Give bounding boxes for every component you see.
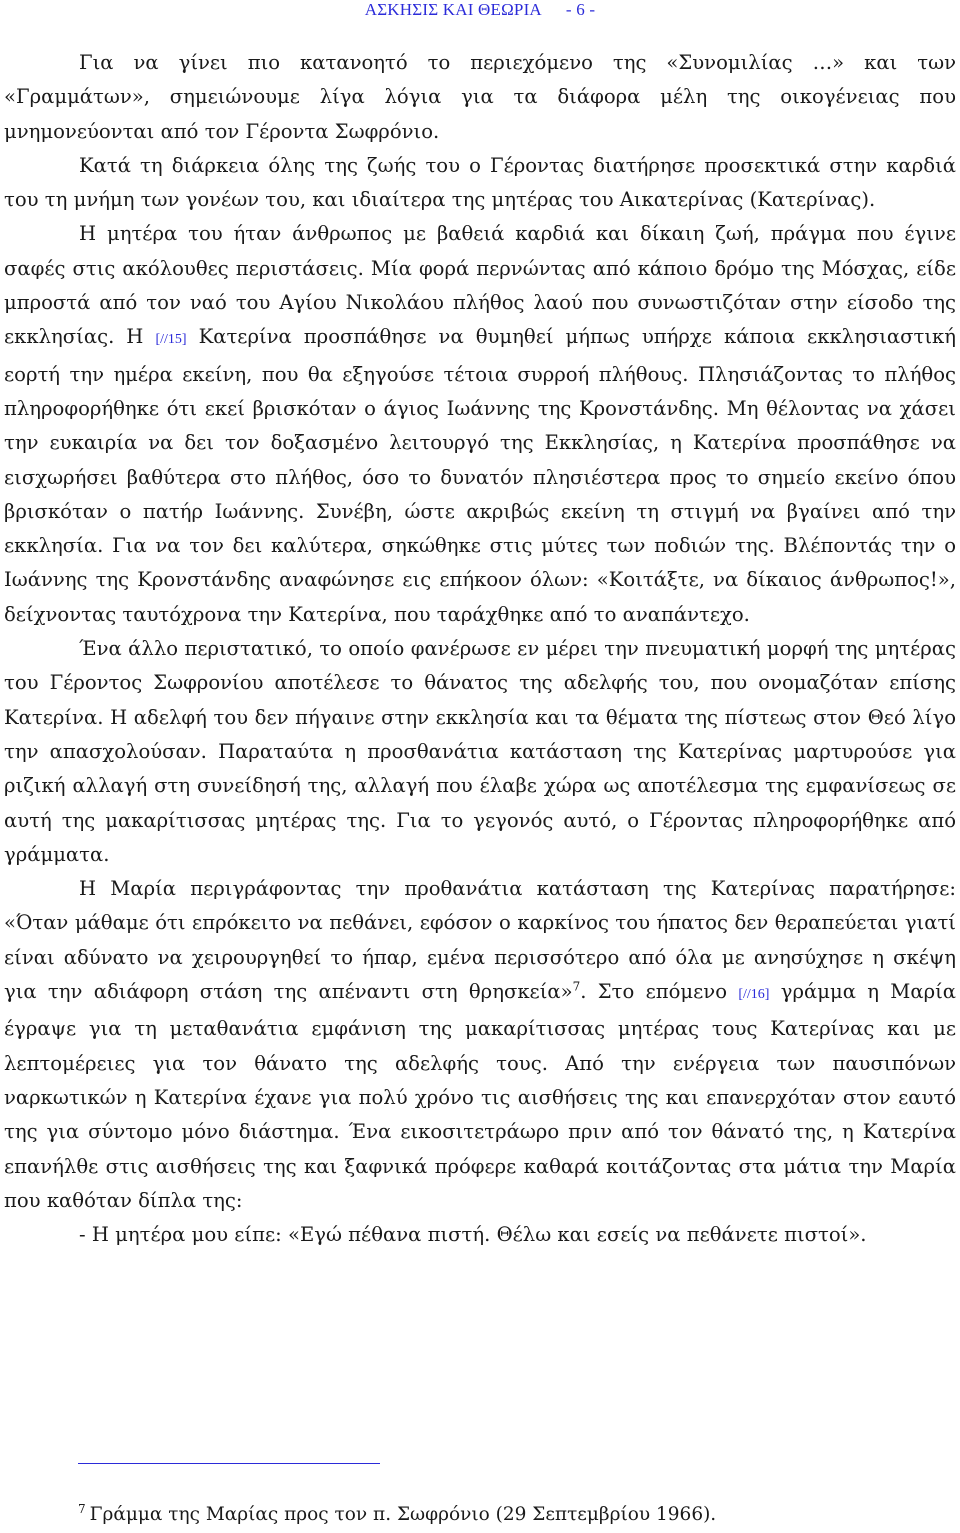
page-header [0, 0, 960, 20]
paragraph-maria: Η Μαρία περιγράφοντας την προθανάτια κατάσταση της Κατερίνας παρατήρησε: «Όταν μάθαμε ότι επρόκειτο να πεθάνει, εφόσον ο καρκίνος του ήπατος δεν θεραπεύεται γιατί είναι αδύνατο να χειρουργηθεί το ήπαρ, εμένα περισσότερο από όλα με ανησύχησε η σκέψη για την αδιάφορη στάση της απέναντι στη θρησκεία»$^7$. Στο επόμενο [//16] γράμμα η Μαρία έγραψε για τη μεταθανάτια εμφάνιση της μακαρίτισσας μητέρας τους Κατερίνας και με λεπτομέρειες για τον θάνατο της αδελφής τους. Από την ενέργεια των παυσιπόνων ναρκωτικών η Κατερίνα έχανε για πολύ χρόνο τις αισθήσεις της και επανερχόταν στον εαυτό της για σύντομο μόνο διάστημα. Ένα εικοσιτετράωρο πριν από τον θάνατό της, η Κατερίνα επανήλθε στις αισθήσεις της και ξαφνικά πρόφερε καθαρά κοιτάζοντας στα μάτια την Μαρία που καθόταν δίπλα της: [4, 877, 957, 1212]
page-marker-16: [//16] [738, 987, 770, 1003]
paragraph-mother: Η μητέρα του ήταν άνθρωπος με βαθειά καρδιά και δίκαιη ζωή, πράγμα που έγινε σαφές στις ακόλουθες περιστάσεις. Μία φορά περνώντας από κάποιο δρόμο της Μόσχας, είδε μπροστά από τον ναό του Αγίου Νικολάου πλήθος λαού που συνωστιζόταν στην είσοδο της εκκλησίας. Η [//15] Κατερίνα προσπάθησε να θυμηθεί μήπως υπήρχε κάποια εκκλησιαστική εορτή την ημέρα εκείνη, που θα εξηγούσε τέτοια συρροή πλήθους. Πλησιάζοντας το πλήθος πληροφορήθηκε ότι εκεί βρισκόταν ο άγιος Ιωάννης της Κρονστάνδης. Μη θέλοντας να χάσει την ευκαιρία να δει τον δοξασμένο λειτουργό της Εκκλησίας, η Κατερίνα προσπάθησε να εισχωρήσει βαθύτερα στο πλήθος, όσο το δυνατόν πλησιέστερα προς το σημείο εκείνο όπου βρισκόταν ο πατήρ Ιωάννης. Συνέβη, ώστε ακριβώς εκείνη τη στιγμή να βγαίνει από την εκκλησία. Για να τον δει καλύτερα, σηκώθηκε στις μύτες των ποδιών της. Βλέποντάς την ο Ιωάννης της Κρονστάνδης αναφώνησε εις επήκοον όλων: «Κοιτάξτε, να δίκαιος άνθρωπος!», δείχνοντας ταυτόχρονα την Κατερίνα, που ταράχθηκε από το αναπάντεχο. [4, 222, 957, 626]
footnote-number: 7 [78, 1501, 86, 1516]
paragraph-sister: Ένα άλλο περιστατικό, το οποίο φανέρωσε εν μέρει την πνευματική μορφή της μητέρας του Γέροντος Σωφρονίου αποτέλεσε το θάνατος της αδελφής του, που ονομαζόταν επίσης Κατερίνα. Η αδελφή του δεν πήγαινε στην εκκλησία και τα θέματα της πίστεως στον Θεό λίγο την απασχολούσαν. Παραταύτα η προσθανάτια κατάσταση της Κατερίνας μαρτυρούσε για ριζική αλλαγή στη συνείδησή της, αλλαγή που έλαβε χώρα ως αποτέλεσμα της εμφανίσεως σε αυτή της μακαρίτισσας μητέρας της. Για το γεγονός αυτό, ο Γέροντας πληροφορήθηκε από γράμματα. [4, 637, 956, 866]
page-body [4, 46, 956, 1252]
paragraph-intro: Για να γίνει πιο κατανοητό το περιεχόμενο της «Συνομιλίας …» και των «Γραμμάτων», σημειώνουμε λίγα λόγια για τα διάφορα μέλη της οικογένειας που μνημονεύονται από τον Γέροντα Σωφρόνιο. [4, 51, 956, 143]
header-title: ΑΣΚΗΣΙΣ ΚΑΙ ΘΕΩΡΙΑ [364, 0, 542, 19]
page-marker-15: [//15] [155, 332, 187, 348]
paragraph-quote: - Η μητέρα μου είπε: «Εγώ πέθανα πιστή. Θέλω και εσείς να πεθάνετε πιστοί». [79, 1223, 867, 1247]
header-page-number: - 6 - [565, 0, 596, 19]
footnote-text: Γράμμα της Μαρίας προς τον π. Σωφρόνιο (29 Σεπτεμβρίου 1966). [89, 1504, 717, 1525]
footnote-reference: 7 [572, 979, 581, 994]
footnote-divider [78, 1463, 380, 1464]
footnote [78, 1503, 948, 1527]
paragraph-memory: Κατά τη διάρκεια όλης της ζωής του ο Γέροντας διατήρησε προσεκτικά στην καρδιά του τη μνήμη των γονέων του, και ιδιαίτερα της μητέρας του Αικατερίνας (Κατερίνας). [4, 153, 956, 212]
